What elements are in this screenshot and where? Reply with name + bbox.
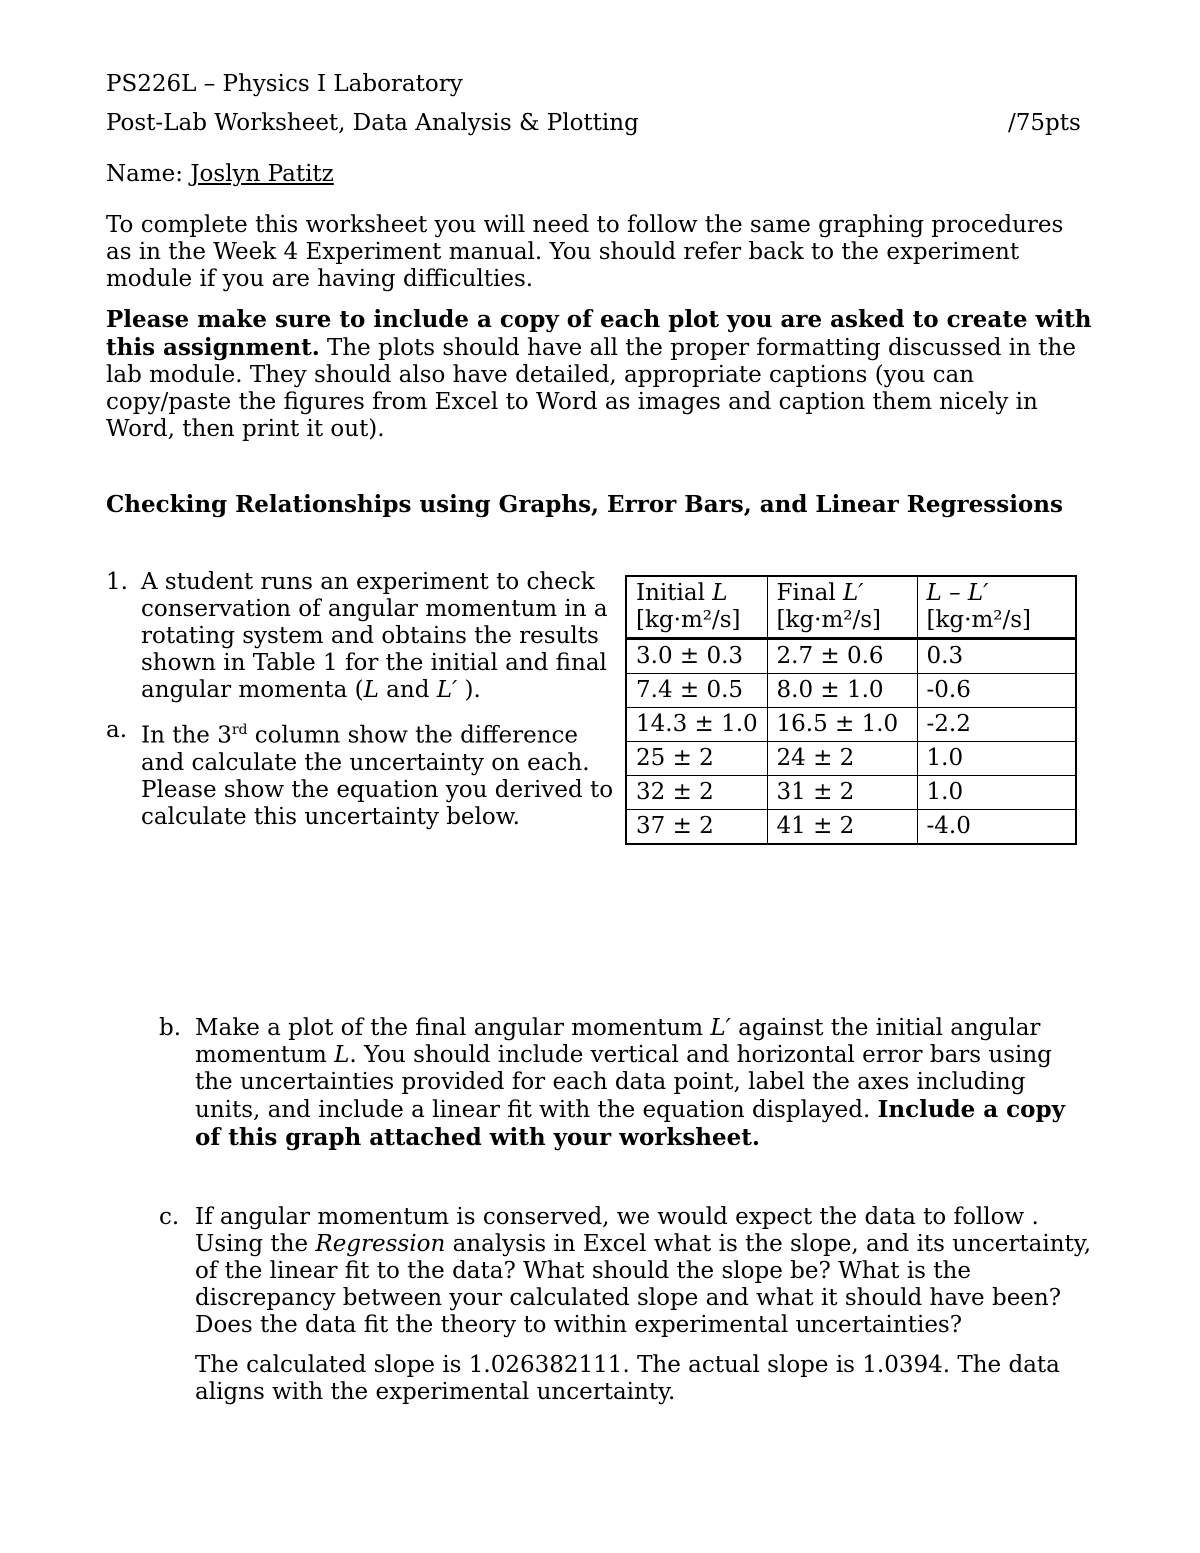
- section-heading: Checking Relationships using Graphs, Error Bars, and Linear Regressions: [106, 491, 1063, 518]
- table-cell: 37 ± 2: [626, 810, 767, 845]
- symbol-L: L: [334, 1042, 350, 1068]
- question-a-body: In the 3: [141, 722, 232, 749]
- table-cell: -2.2: [917, 708, 1076, 742]
- header-difference: L – L′ [kg·m²/s]: [917, 576, 1076, 639]
- question-1-text: [141, 569, 616, 704]
- superscript-rd: rd: [231, 722, 248, 738]
- table-cell: 3.0 ± 0.3: [626, 639, 767, 674]
- instructions-bold: Please make sure to include a copy of each plot you are asked to create with this assignment.: [106, 306, 1092, 361]
- table-row: [626, 639, 1076, 674]
- name-value: Joslyn Patitz: [190, 161, 334, 187]
- table-cell: 1.0: [917, 776, 1076, 810]
- table-row: [626, 776, 1076, 810]
- symbol-L-prime: L′: [436, 677, 458, 703]
- table-cell: 0.3: [917, 639, 1076, 674]
- question-1-and: and: [378, 677, 437, 703]
- question-1-number: 1.: [106, 569, 128, 595]
- table-cell: 14.3 ± 1.0: [626, 708, 767, 742]
- regression-term: Regression: [315, 1231, 446, 1257]
- name-line: [106, 161, 334, 187]
- course-title: PS226L – Physics I Laboratory: [106, 71, 463, 97]
- question-c-answer: The calculated slope is 1.026382111. The actual slope is 1.0394. The data aligns with the experimental uncertainty.: [195, 1352, 1060, 1405]
- header-final: Final L′ [kg·m²/s]: [767, 576, 917, 639]
- question-c-body: If angular momentum is conserved, we would expect the data to follow . Using the: [195, 1204, 1039, 1257]
- table-cell: 1.0: [917, 742, 1076, 776]
- table-cell: 24 ± 2: [767, 742, 917, 776]
- question-1-end: ).: [457, 677, 481, 703]
- table-cell: 2.7 ± 0.6: [767, 639, 917, 674]
- table-cell: 41 ± 2: [767, 810, 917, 845]
- table-row: [626, 742, 1076, 776]
- question-b-bold: Include a copy of this graph attached with your worksheet.: [195, 1096, 1065, 1151]
- table-row: [626, 810, 1076, 845]
- table-row: [626, 708, 1076, 742]
- question-c-letter: c.: [159, 1204, 180, 1230]
- question-c-body-2: analysis in Excel what is the slope, and its uncertainty, of the linear fit to the data? What should the slope be? What is the discrepancy between your calculated slope and what it should have been? Does the data fit the theory to within experimental uncertainties?: [195, 1231, 1092, 1338]
- intro-paragraph: To complete this worksheet you will need to follow the same graphing procedures as in the Week 4 Experiment manual. You should refer back to the experiment module if you are having difficulties.: [106, 212, 1064, 292]
- question-a-letter: a.: [106, 717, 128, 743]
- table-cell: -4.0: [917, 810, 1076, 845]
- symbol-L-prime: L′: [710, 1015, 731, 1041]
- table-cell: 31 ± 2: [767, 776, 917, 810]
- angular-momentum-table: [625, 575, 1077, 845]
- table-cell: 7.4 ± 0.5: [626, 674, 767, 708]
- table-row: [626, 674, 1076, 708]
- question-a-text: [141, 717, 616, 831]
- question-b-letter: b.: [159, 1015, 182, 1041]
- worksheet-title: Post-Lab Worksheet, Data Analysis & Plotting: [106, 110, 639, 136]
- instructions-text: The plots should have all the proper formatting discussed in the lab module. They should also have detailed, appropriate captions (you can copy/paste the figures from Excel to Word as images and caption them nicely in Word, then print it out).: [106, 335, 1076, 442]
- question-1-body: A student runs an experiment to check conservation of angular momentum in a rotating system and obtains the results shown in Table 1 for the initial and final angular momenta (: [141, 569, 608, 703]
- symbol-L: L: [363, 677, 379, 703]
- question-b-body: Make a plot of the final angular momentum: [195, 1015, 711, 1041]
- question-b-body-2: against the initial angular momentum: [195, 1015, 1041, 1068]
- question-b-text: [195, 1015, 1095, 1152]
- question-a-rest: column show the difference and calculate the uncertainty on each. Please show the equation you derived to calculate this uncertainty below.: [141, 722, 614, 830]
- instructions-paragraph: [106, 306, 1096, 443]
- table-cell: 8.0 ± 1.0: [767, 674, 917, 708]
- question-c-text: [195, 1204, 1095, 1339]
- table-cell: 32 ± 2: [626, 776, 767, 810]
- question-b-body-3: . You should include vertical and horizontal error bars using the uncertainties provided for each data point, label the axes including units, and include a linear fit with the equation displayed.: [195, 1042, 1052, 1123]
- table-cell: 25 ± 2: [626, 742, 767, 776]
- table-cell: 16.5 ± 1.0: [767, 708, 917, 742]
- points-total: /75pts: [1008, 110, 1081, 136]
- header-initial: Initial L [kg·m²/s]: [626, 576, 767, 639]
- name-label: Name:: [106, 161, 191, 187]
- table-cell: -0.6: [917, 674, 1076, 708]
- table-header-row: [626, 576, 1076, 639]
